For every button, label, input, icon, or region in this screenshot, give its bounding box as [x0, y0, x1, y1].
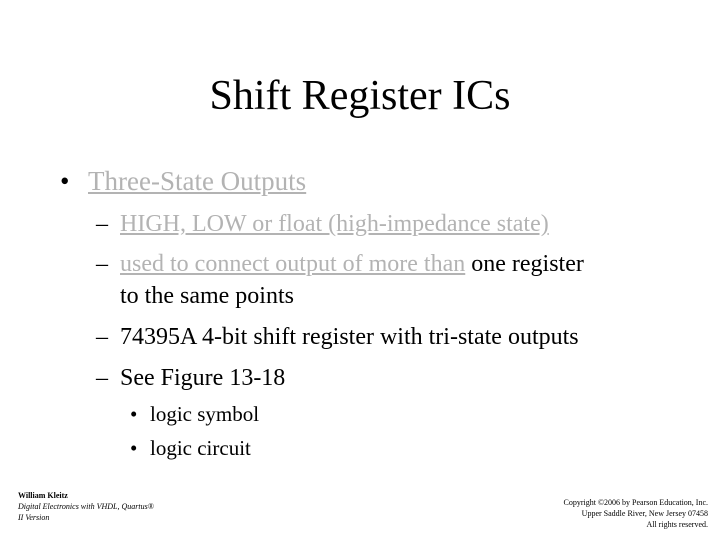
slide-title: Shift Register ICs: [209, 73, 511, 119]
connect-output-link[interactable]: used to connect output of more than: [120, 251, 466, 277]
high-low-float-link[interactable]: HIGH, LOW or float (high-impedance state): [120, 211, 549, 237]
sub-bullet-74395a: [96, 321, 696, 353]
connect-output-continuation: to the same points: [120, 283, 294, 309]
bullet-three-state-outputs: [60, 164, 306, 198]
bullet-marker: •: [130, 402, 138, 426]
copyright-line-1: Copyright ©2006 by Pearson Education, Inc.: [563, 498, 708, 507]
footer-book-edition: II Version: [18, 513, 50, 522]
dash-marker: –: [96, 251, 108, 277]
dash-marker: –: [96, 211, 108, 237]
sub-bullet-see-figure: [96, 362, 696, 394]
sub-bullet-connect-output: [96, 248, 696, 312]
copyright-line-2: Upper Saddle River, New Jersey 07458: [581, 509, 708, 518]
connect-output-text: one register: [465, 251, 584, 277]
logic-circuit-text: logic circuit: [150, 436, 251, 460]
bullet-marker: •: [130, 436, 138, 460]
logic-symbol-text: logic symbol: [150, 402, 260, 426]
footer-copyright: [564, 497, 709, 530]
footer-author: William Kleitz: [18, 491, 68, 500]
bullet-marker: •: [60, 166, 70, 196]
copyright-line-3: All rights reserved.: [646, 520, 708, 529]
three-state-outputs-link[interactable]: Three-State Outputs: [88, 166, 307, 196]
level3-item-logic-circuit: [130, 432, 251, 464]
footer-left: [18, 490, 154, 523]
see-figure-text: See Figure 13-18: [120, 365, 286, 391]
74395a-text: 74395A 4-bit shift register with tri-state outputs: [120, 324, 579, 350]
dash-marker: –: [96, 365, 108, 391]
sub-bullet-high-low-float: [96, 208, 696, 240]
footer-book-title: Digital Electronics with VHDL, Quartus®: [18, 502, 154, 511]
dash-marker: –: [96, 324, 108, 350]
level3-item-logic-symbol: [130, 398, 259, 430]
